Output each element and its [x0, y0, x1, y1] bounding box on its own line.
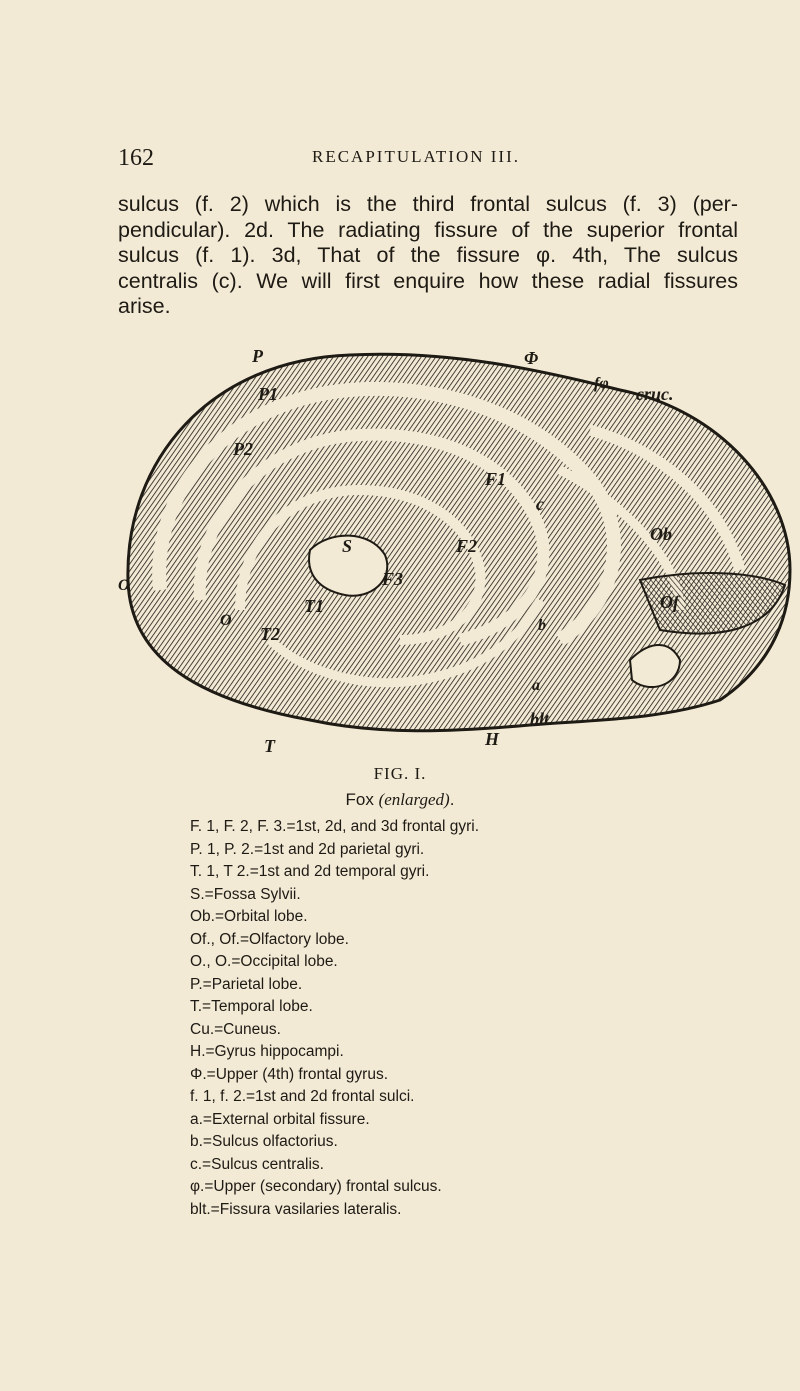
legend-item: P.=Parietal lobe.: [190, 975, 303, 993]
legend-item: Cu.=Cuneus.: [190, 1020, 281, 1038]
label-blt: blt.: [530, 709, 554, 729]
label-phi: Φ: [524, 348, 539, 368]
label-cruc: cruc.: [636, 384, 674, 404]
legend-item: b.=Sulcus olfactorius.: [190, 1133, 338, 1150]
body-line: pendicular). 2d. The radiating fissure of the superior frontal: [118, 217, 738, 242]
brain-engraving-figure: [120, 340, 800, 760]
legend-item: T. 1, T 2.=1st and 2d temporal gyri.: [190, 863, 430, 880]
brain-illustration: [120, 340, 800, 760]
label-T: T: [264, 736, 275, 756]
legend-item: H.=Gyrus hippocampi.: [190, 1043, 344, 1060]
label-P1: P1: [258, 384, 278, 404]
legend-item: P. 1, P. 2.=1st and 2d parietal gyri.: [190, 840, 425, 858]
label-P: P: [252, 346, 263, 366]
page-number: 162: [118, 145, 154, 171]
label-T1: T1: [304, 596, 324, 616]
legend-item: S.=Fossa Sylvii.: [190, 885, 301, 903]
label-P2: P2: [233, 439, 253, 459]
figure-subtitle: [0, 790, 800, 810]
figure-title: FIG. I.: [373, 764, 427, 783]
figure-subtitle-suffix: .: [449, 790, 455, 809]
legend-item: Ob.=Orbital lobe.: [190, 908, 308, 925]
legend-item: φ.=Upper (secondary) frontal sulcus.: [190, 1178, 442, 1195]
label-Of: Of: [660, 592, 679, 612]
body-line: sulcus (f. 2) which is the third frontal sulcus (f. 3) (per-: [118, 192, 738, 216]
legend-item: c.=Sulcus centralis.: [190, 1155, 324, 1173]
figure-legend: [190, 816, 750, 1221]
legend-item: F. 1, F. 2, F. 3.=1st, 2d, and 3d frontal gyri.: [190, 818, 480, 835]
label-T2: T2: [260, 624, 280, 644]
body-line: arise.: [118, 294, 171, 318]
label-F2: F2: [456, 536, 478, 556]
body-line: sulcus (f. 1). 3d, That of the fissure φ. 4th, The sulcus: [118, 243, 738, 267]
legend-item: O., O.=Occipital lobe.: [190, 953, 338, 970]
running-title: RECAPITULATION III.: [312, 147, 520, 166]
label-a: a: [532, 677, 540, 694]
legend-item: T.=Temporal lobe.: [190, 998, 313, 1015]
label-c: c: [536, 494, 544, 514]
body-paragraph: [118, 192, 738, 320]
legend-item: f. 1, f. 2.=1st and 2d frontal sulci.: [190, 1088, 415, 1105]
legend-item: blt.=Fissura vasilaries lateralis.: [190, 1200, 402, 1218]
label-S: S: [342, 536, 353, 556]
label-F3: F3: [382, 569, 404, 589]
label-fp: fφ: [594, 375, 609, 392]
label-b: b: [538, 617, 546, 634]
legend-item: Of., Of.=Olfactory lobe.: [190, 930, 349, 948]
figure-subtitle-italic: (enlarged): [378, 790, 450, 809]
label-Ob: Ob: [650, 524, 672, 544]
label-H: H: [485, 729, 500, 749]
legend-item: a.=External orbital fissure.: [190, 1110, 370, 1128]
label-F1: F1: [485, 469, 507, 489]
body-line: centralis (c). We will first enquire how these radial fissures: [118, 268, 738, 293]
legend-item: Φ.=Upper (4th) frontal gyrus.: [190, 1065, 389, 1083]
label-O2: O: [220, 612, 232, 629]
figure-subtitle-text: Fox: [345, 790, 379, 809]
label-O: O: [118, 577, 130, 594]
page-header: [118, 145, 738, 175]
